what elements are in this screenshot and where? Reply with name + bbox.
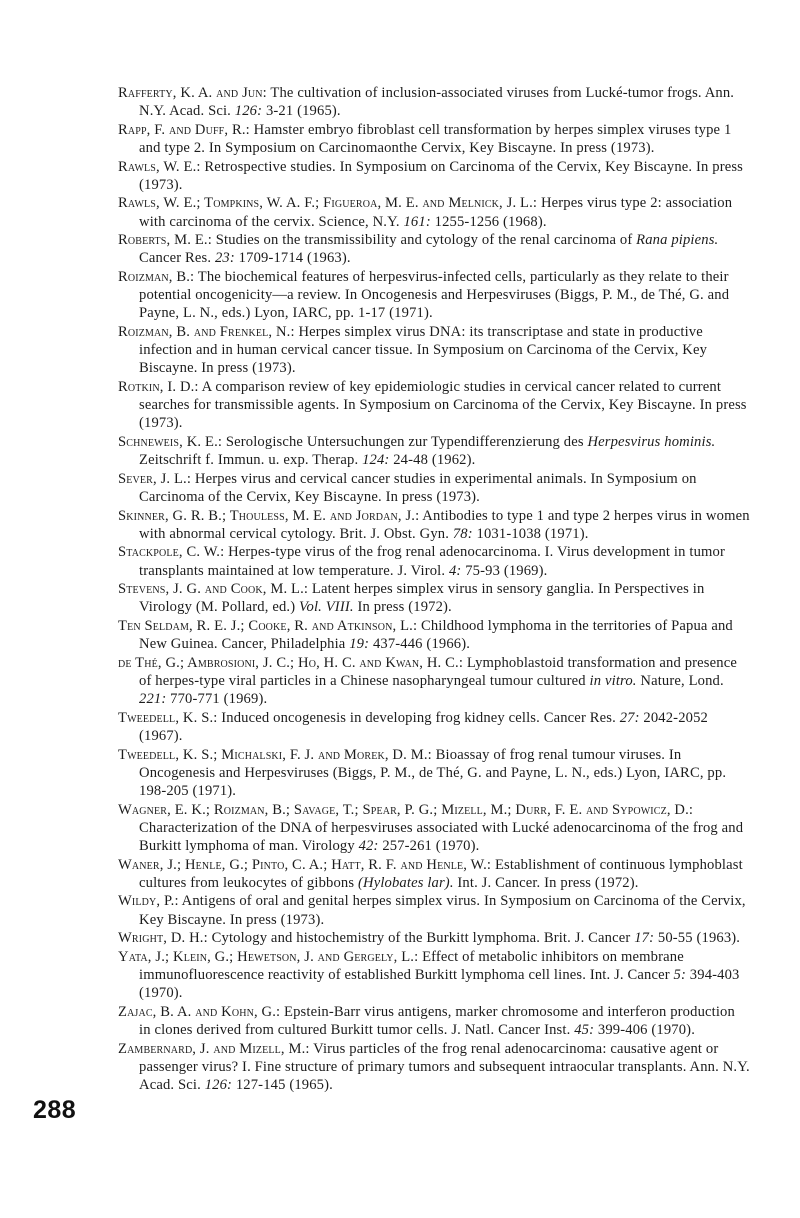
reference-authors: Waner, J.; Henle, G.; Pinto, C. A.; Hatt, R. F. and Henle, W.: — [118, 856, 492, 873]
reference-text: 124: — [362, 452, 390, 469]
reference-text: Herpes virus type 2: association with carcinoma of the cervix. Science, N.Y. — [139, 195, 733, 230]
reference-text: Studies on the transmissibility and cytology of the renal carcinoma of — [211, 232, 637, 249]
reference-text: Herpes virus and cervical cancer studies in experimental animals. In Symposium on Carcinoma of the Cervix, Key Biscayne. In press (1973). — [139, 470, 697, 505]
reference-text: 394-403 (1970). — [139, 966, 740, 1002]
reference-text: 45: — [574, 1021, 595, 1038]
reference-text: Lymphoblastoid transformation and presence of herpes-type viral particles in a Chinese nasopharyngeal tumour cultured — [139, 654, 737, 689]
reference-text: Herpesvirus hominis. — [587, 433, 716, 450]
reference-text: Bioassay of frog renal tumour viruses. In Oncogenesis and Herpesviruses (Biggs, P. M., de Thé, G. and Payne, L. N., eds.) Lyon, IARC, pp. 198-205 (1971). — [139, 746, 727, 799]
reference-text: The cultivation of inclusion-associated viruses from Lucké-tumor frogs. Ann. N.Y. Acad. Sci. — [139, 85, 735, 120]
reference-text: 4: — [448, 562, 462, 579]
reference-entry — [118, 709, 750, 745]
reference-authors: Zambernard, J. and Mizell, M.: — [118, 1040, 310, 1057]
reference-authors: Stevens, J. G. and Cook, M. L.: — [118, 581, 309, 598]
reference-entry — [118, 158, 750, 194]
reference-authors: Roizman, B. and Frenkel, N.: — [118, 323, 295, 340]
reference-text: Int. J. Cancer. In press (1972). — [453, 874, 639, 891]
reference-text: A comparison review of key epidemiologic studies in cervical cancer related to current searches for transmissible agents. In Symposium on Carcinoma of the Cervix, Key Biscayne. In press (1973). — [139, 378, 747, 432]
reference-text: Characterization of the DNA of herpesviruses associated with Lucké adenocarcinoma of the frog and Burkitt lymphoma of man. Virology — [139, 819, 744, 854]
reference-text: 42: — [358, 837, 379, 854]
reference-authors: Schneweis, K. E.: — [118, 433, 223, 450]
reference-authors: Wright, D. H.: — [118, 930, 208, 947]
reference-entry — [118, 801, 750, 856]
reference-entry — [118, 580, 750, 616]
reference-entry — [118, 507, 750, 543]
reference-authors: Ten Seldam, R. E. J.; Cooke, R. and Atkinson, L.: — [118, 617, 418, 634]
reference-text: Establishment of continuous lymphoblast cultures from leukocytes of gibbons — [139, 856, 743, 891]
reference-text: 75-93 (1969). — [461, 562, 548, 579]
reference-entry — [118, 121, 750, 157]
reference-authors: Stackpole, C. W.: — [118, 544, 225, 561]
reference-text: Epstein-Barr virus antigens, marker chromosome and interferon production in clones derived from cultured Burkitt tumor cells. J. Natl. Cancer Inst. — [139, 1003, 735, 1038]
reference-text: Antibodies to type 1 and type 2 herpes virus in women with abnormal cervical cytology. Brit. J. Obst. Gyn. — [139, 507, 750, 542]
reference-text: 5: — [673, 966, 686, 983]
reference-text: 78: — [452, 525, 473, 542]
reference-text: Induced oncogenesis in developing frog kidney cells. Cancer Res. — [217, 709, 620, 726]
reference-entry — [118, 1040, 750, 1095]
reference-entry — [118, 948, 750, 1003]
reference-authors: Tweedell, K. S.; Michalski, F. J. and Morek, D. M.: — [118, 746, 432, 763]
reference-text: Serologische Untersuchungen zur Typendifferenzierung des — [222, 433, 588, 450]
reference-authors: Wagner, E. K.; Roizman, B.; Savage, T.; Spear, P. G.; Mizell, M.; Durr, F. E. and Sypowicz, D.: — [118, 801, 694, 818]
reference-text: 17: — [634, 930, 655, 947]
reference-authors: Roizman, B.: — [118, 268, 195, 285]
reference-text: Antigens of oral and genital herpes simplex virus. In Symposium on Carcinoma of the Cervix, Key Biscayne. In press (1973). — [139, 893, 746, 928]
page-number: 288 — [33, 1096, 77, 1124]
reference-text: Herpes-type virus of the frog renal adenocarcinoma. I. Virus development in tumor transplants maintained at low temperature. J. Virol. — [139, 544, 725, 579]
reference-text: 257-261 (1970). — [378, 837, 480, 854]
reference-entry — [118, 856, 750, 892]
reference-entry — [118, 470, 750, 506]
reference-entry — [118, 433, 750, 469]
reference-text: in vitro. — [589, 672, 637, 689]
reference-text: Retrospective studies. In Symposium on Carcinoma of the Cervix, Key Biscayne. In press (1973). — [139, 158, 743, 193]
reference-authors: de Thé, G.; Ambrosioni, J. C.; Ho, H. C. and Kwan, H. C.: — [118, 654, 464, 671]
reference-text: Effect of metabolic inhibitors on membrane immunofluorescence reactivity of established Burkitt lymphoma cell lines. Int. J. Cancer — [139, 948, 684, 983]
reference-text: Hamster embryo fibroblast cell transformation by herpes simplex viruses type 1 and type 2. In Symposium on Carcinomaonthe Cervix, Key Biscayne. In press (1973). — [139, 121, 732, 156]
reference-authors: Zajac, B. A. and Kohn, G.: — [118, 1003, 281, 1020]
reference-text: Cytology and histochemistry of the Burkitt lymphoma. Brit. J. Cancer — [207, 930, 635, 947]
reference-entry — [118, 654, 750, 709]
reference-text: Rana pipiens. — [636, 232, 719, 249]
reference-text: Zeitschrift f. Immun. u. exp. Therap. — [139, 452, 363, 469]
reference-text: 126: — [234, 103, 263, 120]
reference-text: In press (1972). — [353, 599, 452, 616]
reference-entry — [118, 231, 750, 267]
reference-authors: Sever, J. L.: — [118, 470, 192, 487]
reference-authors: Skinner, G. R. B.; Thouless, M. E. and Jordan, J.: — [118, 507, 420, 524]
reference-entry — [118, 194, 750, 230]
reference-text: The biochemical features of herpesvirus-infected cells, particularly as they relate to their potential oncogenicity—a review. In Oncogenesis and Herpesviruses (Biggs, P. M., de Thé, G. and Payne, L. N., eds.) Lyon, IARC, pp. 1-17 (1971). — [139, 268, 730, 322]
reference-text: Virus particles of the frog renal adenocarcinoma: causative agent or passenger virus? I. Fine structure of primary tumors and subsequent intraocular transplants. Ann. N.Y. Acad. Sci. — [139, 1040, 750, 1093]
reference-text: 161: — [403, 213, 431, 230]
reference-authors: Tweedell, K. S.: — [118, 709, 218, 726]
reference-text: 24-48 (1962). — [389, 452, 476, 469]
reference-text: Childhood lymphoma in the territories of Papua and New Guinea. Cancer, Philadelphia — [139, 617, 733, 653]
reference-text: Cancer Res. — [139, 250, 215, 267]
reference-entry — [118, 929, 750, 947]
reference-text: (Hylobates lar). — [358, 874, 454, 891]
reference-text: 399-406 (1970). — [594, 1021, 695, 1038]
reference-text: Vol. VIII. — [299, 599, 354, 616]
reference-entry — [118, 746, 750, 801]
reference-text: 127-145 (1965). — [232, 1076, 333, 1093]
reference-authors: Rawls, W. E.: — [118, 158, 201, 175]
reference-text: 437-446 (1966). — [369, 636, 471, 653]
reference-entry — [118, 378, 750, 433]
reference-authors: Yata, J.; Klein, G.; Hewetson, J. and Gergely, L.: — [118, 948, 419, 965]
reference-text: Latent herpes simplex virus in sensory ganglia. In Perspectives in Virology (M. Pollard, ed.) — [139, 581, 705, 616]
reference-list — [118, 84, 750, 1095]
reference-entry — [118, 617, 750, 653]
reference-text: Herpes simplex virus DNA: its transcriptase and state in productive infection and in human cervical cancer tissue. In Symposium on Carcinoma of the Cervix, Key Biscayne. In press (1973). — [139, 323, 708, 377]
reference-text: 770-771 (1969). — [166, 691, 268, 708]
reference-entry — [118, 892, 750, 928]
reference-authors: Rafferty, K. A. and Jun: — [118, 85, 267, 101]
reference-authors: Wildy, P.: — [118, 893, 179, 910]
reference-entry — [118, 1003, 750, 1039]
reference-text: 50-55 (1963). — [654, 930, 741, 947]
reference-text: 1709-1714 (1963). — [234, 250, 351, 267]
reference-text: 126: — [204, 1076, 233, 1093]
reference-authors: Rotkin, I. D.: — [118, 378, 199, 395]
reference-entry — [118, 543, 750, 579]
reference-entry — [118, 268, 750, 323]
reference-entry — [118, 323, 750, 378]
reference-text: 27: — [619, 709, 640, 726]
reference-text: 2042-2052 (1967). — [139, 709, 708, 744]
reference-text: 3-21 (1965). — [262, 103, 341, 120]
reference-authors: Roberts, M. E.: — [118, 232, 212, 249]
reference-authors: Rawls, W. E.; Tompkins, W. A. F.; Figueroa, M. E. and Melnick, J. L.: — [118, 195, 538, 212]
reference-text: Nature, Lond. — [636, 672, 724, 689]
reference-text: 1255-1256 (1968). — [430, 213, 547, 230]
reference-text: 19: — [349, 636, 370, 653]
reference-text: 23: — [214, 250, 235, 267]
reference-text: 221: — [139, 691, 167, 708]
reference-authors: Rapp, F. and Duff, R.: — [118, 121, 250, 138]
reference-text: 1031-1038 (1971). — [472, 525, 589, 542]
reference-entry — [118, 84, 750, 120]
